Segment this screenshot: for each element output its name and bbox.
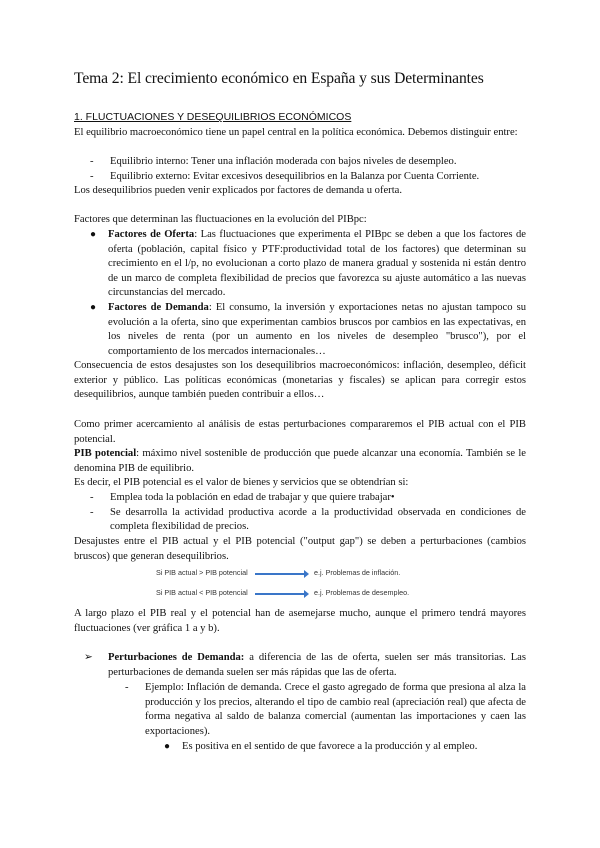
list-item: - Se desarrolla la actividad productiva acorde a la productividad observada en condiciones de completa flexibilidad de precios. [90, 506, 526, 533]
arrow-icon [255, 573, 305, 575]
arrow-icon [255, 593, 305, 595]
page-title: Tema 2: El crecimiento económico en España y sus Determinantes [74, 70, 484, 87]
list-item-oferta: ● Factores de Oferta: Las fluctuaciones que experimenta el PIBpc se deben a que los factores de oferta (población, capital físico y PTF:productividad total de los factores) que determinan su crecimiento en el l/p, no evolucionan a corto plazo de manera gradual y sostenida ni están dentro de un marco de completa flexibilidad de precios que favorezca su ajuste automático a las nuevas circunstancias del mercado. [90, 229, 526, 299]
list-item: - Equilibrio externo: Evitar excesivos desequilibrios en la Balanza por Cuenta Corriente. [90, 170, 480, 182]
paragraph-es-decir: Es decir, el PIB potencial es el valor de bienes y servicios que se obtendrían si: [74, 477, 409, 488]
list-item-demanda: ● Factores de Demanda: El consumo, la inversión y exportaciones netas no ajustan tampoco su evolución a la oferta, sino que experimentan cambios bruscos por cambios en las expectativas, en los niveles de renta (por un aumento en los niveles de desempleo "brusco"), por el comportamiento de los mercados internacionales… [90, 301, 526, 357]
diagram-label: Si PIB actual > PIB potencial [156, 568, 248, 577]
paragraph-desajustes: Desajustes entre el PIB actual y el PIB potencial ("output gap") se deben a perturbaciones (cambios bruscos) que generan desequilibrios. [74, 536, 526, 562]
diagram-label: Si PIB actual < PIB potencial [156, 588, 248, 597]
paragraph-pib-intro: Como primer acercamiento al análisis de estas perturbaciones compararemos el PIB actual con el PIB potencial. [74, 419, 526, 445]
diagram-result: e.j. Problemas de desempleo. [314, 588, 410, 597]
factors-intro: Factores que determinan las fluctuaciones en la evolución del PIBpc: [74, 214, 367, 225]
positiva-list [164, 740, 526, 755]
paragraph-largo-plazo: A largo plazo el PIB real y el potencial han de asemejarse mucho, aunque el primero tendrá mayores fluctuaciones (ver gráfica 1 a y b). [74, 608, 526, 634]
pib-conditions-list [90, 491, 526, 535]
factors-list [90, 228, 526, 359]
paragraph: Los desequilibrios pueden venir explicados por factores de demanda u oferta. [74, 185, 402, 196]
list-item: - Emplea toda la población en edad de trabajar y que quiere trabajar• [90, 492, 395, 503]
ejemplo-list [125, 681, 526, 739]
section-intro: El equilibrio macroeconómico tiene un papel central en la política económica. Debemos distinguir entre: [74, 127, 518, 138]
paragraph-pib-potencial: PIB potencial: máximo nivel sostenible de producción que puede alcanzar una economía. También se le denomina PIB de equilibrio. [74, 448, 526, 474]
perturbaciones-list [84, 651, 526, 680]
equilibrium-list [90, 155, 526, 184]
section-heading: 1. FLUCTUACIONES Y DESEQUILIBRIOS ECONÓMICOS [74, 111, 352, 123]
list-item: - Ejemplo: Inflación de demanda. Crece el gasto agregado de forma que presiona al alza la producción y los precios, alterando el tipo de cambio real (apreciación real) que afecta de forma negativa al saldo de balanza comercial (aumentan las importaciones y caen las exportaciones). [125, 682, 526, 737]
list-item: ● Es positiva en el sentido de que favorece a la producción y al empleo. [164, 741, 478, 752]
paragraph-consecuencia: Consecuencia de estos desajustes son los desequilibrios macroeconómicos: inflación, desempleo, déficit exterior y público. Las políticas económicas (monetarias y fiscales) se aplican para corregir estos desequilibrios, aunque también pueden contribuir a ellos… [74, 360, 526, 401]
diagram-result: e.j. Problemas de inflación. [314, 568, 401, 577]
list-item: ➢ Perturbaciones de Demanda: a diferencia de las de oferta, suelen ser más transitorias. Las perturbaciones de demanda suelen ser más rápidas que las de oferta. [84, 652, 526, 678]
list-item: - Equilibrio interno: Tener una inflación moderada con bajos niveles de desempleo. [90, 156, 457, 167]
diagram-row-desempleo [0, 588, 600, 602]
diagram-row-inflacion [0, 568, 600, 582]
